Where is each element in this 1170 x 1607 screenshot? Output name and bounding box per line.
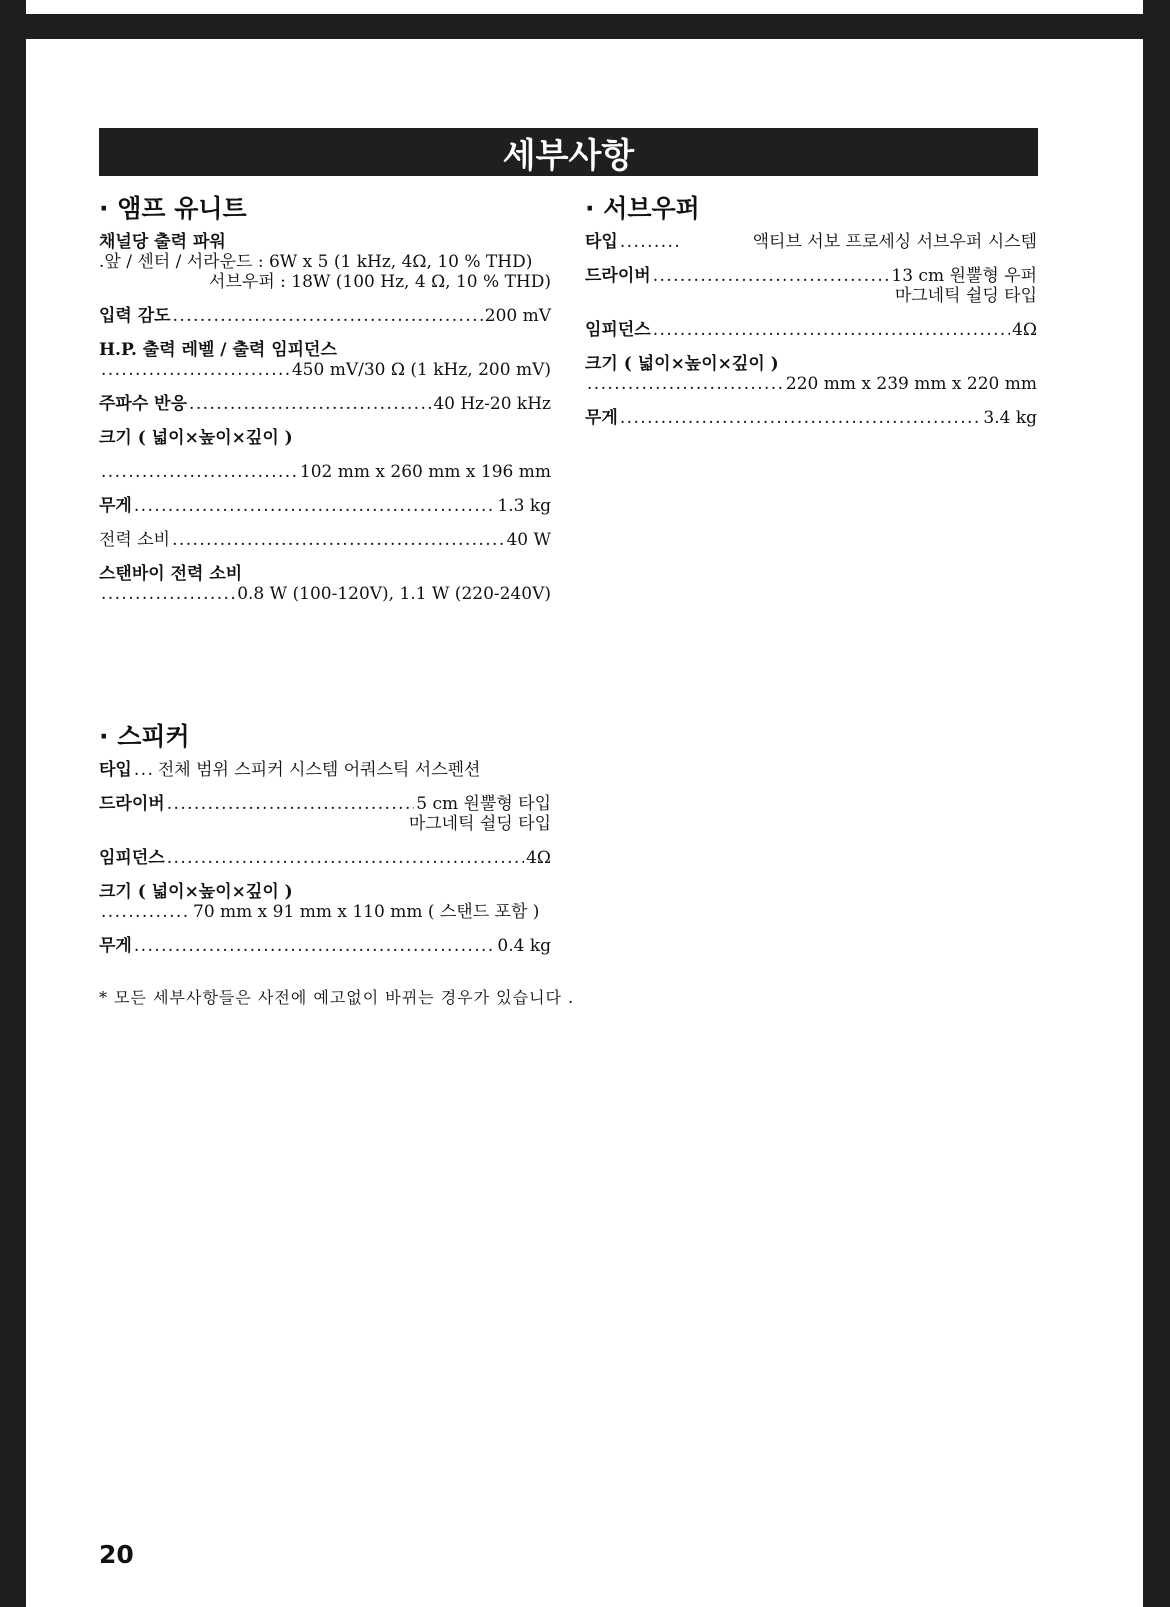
headphone-label: H.P. 출력 레벨 / 출력 임피던스 [99,340,337,360]
dot-leader [653,266,890,286]
speaker-weight-label: 무게 [99,936,132,956]
subwoofer-weight-value: 3.4 kg [983,408,1037,428]
dot-leader [587,374,784,394]
standby-power-value: 0.8 W (100-120V), 1.1 W (220-240V) [237,584,551,604]
standby-power-spec [99,564,551,604]
frequency-response-label: 주파수 반응 [99,394,188,414]
output-power-label: 채널당 출력 파워 [99,232,226,252]
speaker-size-label: 크기 ( 넓이×높이×깊이 ) [99,882,293,902]
subwoofer-driver-value: 13 cm 원뿔형 우퍼 [891,266,1037,286]
subwoofer-type-value: 액티브 서보 프로세싱 서브우퍼 시스템 [752,232,1037,252]
dot-leader [620,232,682,252]
speaker-type-value: 전체 범위 스피커 시스템 어쿼스틱 서스펜션 [157,760,481,780]
headphone-spec [99,340,551,380]
speaker-driver-value2: 마그네틱 쉴딩 타입 [408,814,551,834]
speaker-impedance-value: 4Ω [526,848,551,868]
amp-unit-section [99,192,551,618]
subwoofer-heading: · 서브우퍼 [585,194,700,223]
previous-page-edge [26,0,1143,14]
output-power-front: .앞 / 센터 / 서라운드 : 6W x 5 (1 kHz, 4Ω, 10 % THD) [99,252,533,272]
output-power-spec [99,232,551,292]
subwoofer-section [585,192,1037,442]
dot-leader [653,320,1010,340]
amp-size-value: 102 mm x 260 mm x 196 mm [299,462,551,482]
subwoofer-type-label: 타입 [585,232,618,252]
subwoofer-impedance-value: 4Ω [1012,320,1037,340]
subwoofer-driver-label: 드라이버 [585,266,651,286]
power-consumption-spec [99,530,551,550]
input-sensitivity-spec [99,306,551,326]
dot-leader [620,408,982,428]
amp-unit-heading: · 앰프 유니트 [99,194,247,223]
dot-leader [101,360,290,380]
power-consumption-label: 전력 소비 [99,530,171,550]
dot-leader [167,794,415,814]
headphone-value: 450 mV/30 Ω (1 kHz, 200 mV) [291,360,551,380]
speaker-driver-value: 5 cm 원뿔형 타입 [416,794,551,814]
subwoofer-weight-label: 무게 [585,408,618,428]
speaker-type-spec [99,760,551,780]
subwoofer-impedance-spec [585,320,1037,340]
frequency-response-value: 40 Hz-20 kHz [433,394,551,414]
input-sensitivity-label: 입력 감도 [99,306,171,326]
dot-leader [134,496,496,516]
subwoofer-size-spec [585,354,1037,394]
amp-weight-label: 무게 [99,496,132,516]
dot-leader [101,462,298,482]
dot-leader [101,584,235,604]
amp-weight-spec [99,496,551,516]
dot-leader [172,530,504,550]
speaker-impedance-label: 임피던스 [99,848,165,868]
dot-leader [167,848,524,868]
speaker-weight-value: 0.4 kg [497,936,551,956]
speaker-driver-label: 드라이버 [99,794,165,814]
subwoofer-driver-value2: 마그네틱 쉴딩 타입 [894,286,1037,306]
frequency-response-spec [99,394,551,414]
page-title: 세부사항 [99,128,1038,176]
speaker-driver-spec [99,794,551,834]
subwoofer-type-spec [585,232,1037,252]
amp-size-spec [99,428,551,482]
subwoofer-impedance-label: 임피던스 [585,320,651,340]
speaker-impedance-spec [99,848,551,868]
dot-leader [101,902,191,922]
speaker-type-label: 타입 [99,760,132,780]
power-consumption-value: 40 W [506,530,551,550]
input-sensitivity-value: 200 mV [484,306,551,326]
specification-note: * 모든 세부사항들은 사전에 예고없이 바뀌는 경우가 있습니다 . [99,988,575,1007]
subwoofer-weight-spec [585,408,1037,428]
dot-leader [134,936,496,956]
dot-leader [134,760,156,780]
output-power-sub: 서브우퍼 : 18W (100 Hz, 4 Ω, 10 % THD) [209,272,551,292]
standby-power-label: 스탠바이 전력 소비 [99,564,243,584]
page-number: 20 [99,1540,134,1569]
speaker-size-value: 70 mm x 91 mm x 110 mm ( 스탠드 포함 ) [193,902,540,922]
speaker-weight-spec [99,936,551,956]
dot-leader [173,306,483,326]
subwoofer-size-value: 220 mm x 239 mm x 220 mm [785,374,1037,394]
dot-leader [189,394,431,414]
subwoofer-size-label: 크기 ( 넓이×높이×깊이 ) [585,354,779,374]
speaker-section [99,720,551,970]
subwoofer-driver-spec [585,266,1037,306]
speaker-heading: · 스피커 [99,722,190,751]
amp-size-label: 크기 ( 넓이×높이×깊이 ) [99,428,293,448]
amp-weight-value: 1.3 kg [497,496,551,516]
speaker-size-spec [99,882,551,922]
